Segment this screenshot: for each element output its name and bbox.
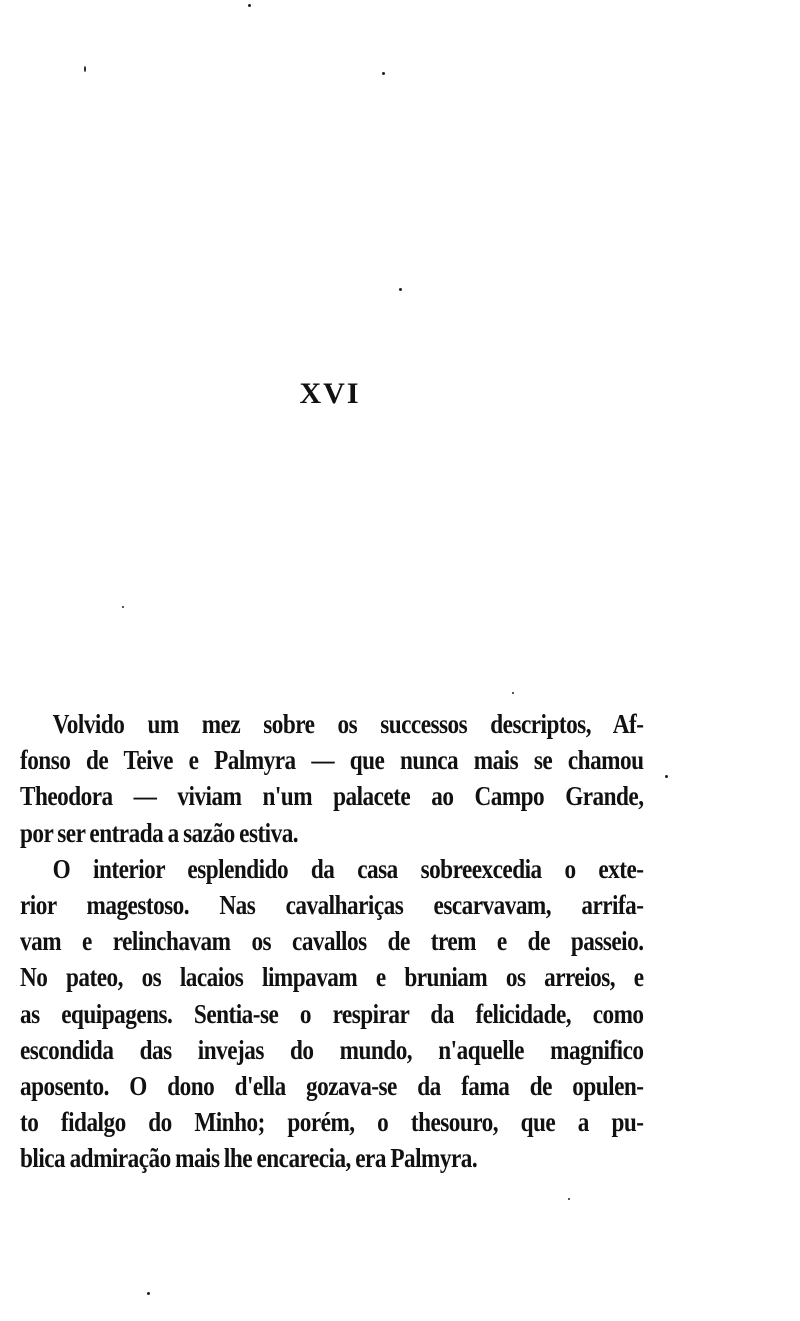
scan-speck — [122, 606, 124, 608]
scan-speck — [147, 1292, 150, 1295]
paragraph-2 — [20, 851, 644, 1177]
text-line: No pateo, os lacaios limpavam e bruniam os arreios, e — [20, 962, 644, 993]
scan-speck — [665, 775, 668, 778]
text-line: O interior esplendido da casa sobreexcedia o exte- — [52, 853, 644, 884]
text-line: blica admiração mais lhe encarecia, era Palmyra. — [20, 1143, 478, 1174]
scan-speck — [382, 72, 385, 75]
text-line: Theodora — viviam n'um palacete ao Campo Grande, — [20, 781, 644, 812]
scan-speck — [568, 1198, 570, 1200]
text-line: rior magestoso. Nas cavalhariças escarvavam, arrifa- — [20, 889, 644, 920]
text-line: fonso de Teive e Palmyra — que nunca mais se chamou — [20, 745, 644, 776]
text-line: to fidalgo do Minho; porém, o thesouro, que a pu- — [20, 1107, 644, 1138]
scan-speck — [248, 4, 251, 7]
text-line: Volvido um mez sobre os successos descriptos, Af- — [52, 709, 644, 739]
text-line: as equipagens. Sentia-se o respirar da felicidade, como — [20, 998, 644, 1029]
text-line: por ser entrada a sazão estiva. — [20, 817, 299, 848]
chapter-heading: XVI — [299, 377, 361, 410]
chapter-body — [20, 706, 644, 1176]
paragraph-1 — [20, 706, 644, 851]
scan-speck — [399, 288, 402, 291]
text-line: vam e relinchavam os cavallos de trem e de passeio. — [20, 926, 644, 957]
scan-speck — [84, 66, 86, 72]
text-line: escondida das invejas do mundo, n'aquelle magnifico — [20, 1034, 644, 1065]
text-line: aposento. O dono d'ella gozava-se da fama de opulen- — [20, 1070, 644, 1101]
scan-speck — [512, 692, 514, 694]
